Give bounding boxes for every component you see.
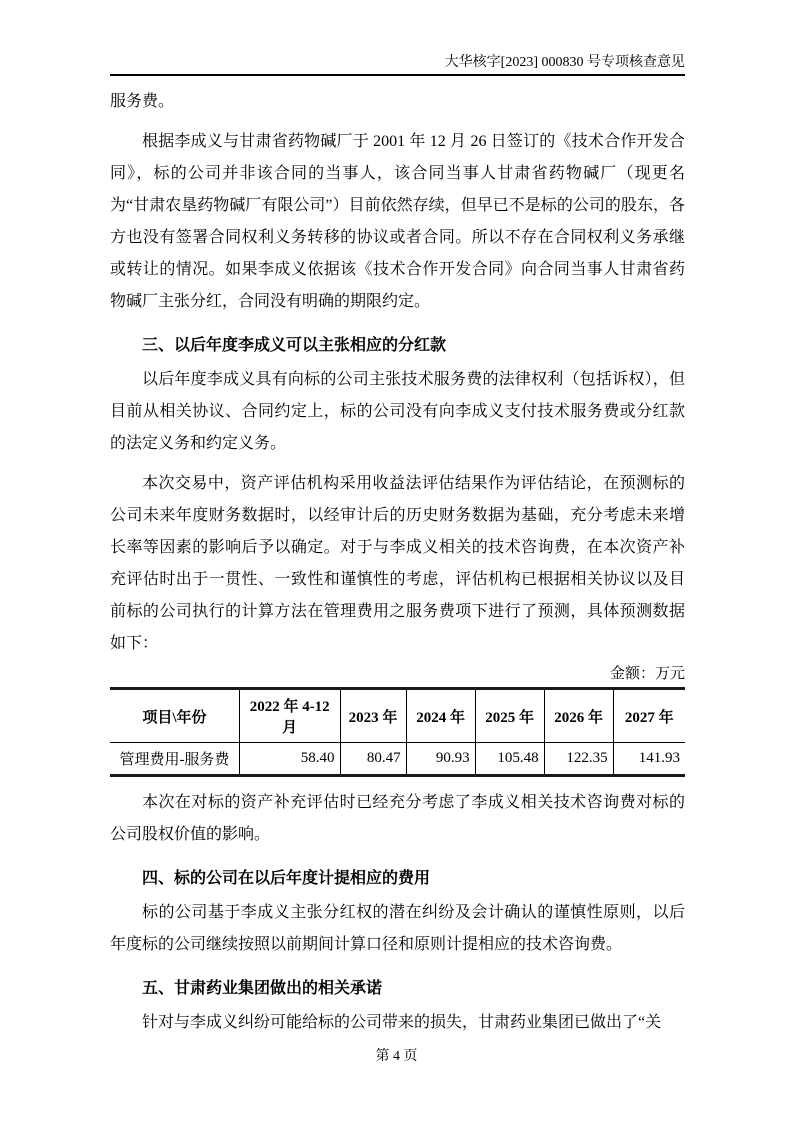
table-cell-2024: 90.93 xyxy=(406,743,475,776)
section-heading-4: 四、标的公司在以后年度计提相应的费用 xyxy=(142,870,431,887)
table-header-row xyxy=(110,689,685,743)
paragraph-section-3: 以后年度李成义具有向标的公司主张技术服务费的法律权利（包括诉权），但目前从相关协议、合同约定上，标的公司没有向李成义支付技术服务费或分红款的法定义务和约定义务。 xyxy=(110,371,685,452)
table-cell-2025: 105.48 xyxy=(475,743,544,776)
forecast-table xyxy=(110,687,685,777)
paragraph-section-4: 标的公司基于李成义主张分红权的潜在纠纷及会计确认的谨慎性原则，以后年度标的公司继续按照以前期间计算口径和原则计提相应的技术咨询费。 xyxy=(110,904,685,953)
page-footer xyxy=(0,1048,793,1066)
table-header-2026: 2026 年 xyxy=(544,689,613,743)
table-header-2025: 2025 年 xyxy=(475,689,544,743)
table-row xyxy=(110,743,685,776)
section-heading-5: 五、甘肃药业集团做出的相关承诺 xyxy=(142,980,383,997)
paragraph-carryover: 服务费。 xyxy=(110,93,175,110)
table-header-2027: 2027 年 xyxy=(613,689,685,743)
table-header-2024: 2024 年 xyxy=(406,689,475,743)
table-header-item-year: 项目\年份 xyxy=(110,689,239,743)
paragraph-valuation: 本次交易中，资产评估机构采用收益法评估结果作为评估结论，在预测标的公司未来年度财务数据时，以经审计后的历史财务数据为基础，充分考虑未来增长率等因素的影响后予以确定。对于与李成义相关的技术咨询费，在本次资产补充评估时出于一贯性、一致性和谨慎性的考虑，评估机构已根据相关协议以及目前标的公司执行的计算方法在管理费用之服务费项下进行了预测，具体预测数据如下： xyxy=(110,475,685,652)
table-cell-row-label: 管理费用-服务费 xyxy=(119,752,230,768)
page-number: 第 4 页 xyxy=(375,1049,418,1064)
doc-number: 大华核字[2023] 000830 号专项核查意见 xyxy=(444,55,685,70)
paragraph-contract: 根据李成义与甘肃省药物碱厂于 2001 年 12 月 26 日签订的《技术合作开发合同》，标的公司并非该合同的当事人，该合同当事人甘肃省药物碱厂（现更名为“甘肃农垦药物碱厂有限公司”）目前依然存续，但早已不是标的公司的股东，各方也没有签署合同权利义务转移的协议或者合同。所以不存在合同权利义务承继或转让的情况。如果李成义依据该《技术合作开发合同》向合同当事人甘肃省药物碱厂主张分红，合同没有明确的期限约定。 xyxy=(110,133,685,310)
table-cell-2022: 58.40 xyxy=(239,743,340,776)
table-header-2022: 2022 年 4-12 月 xyxy=(239,689,340,743)
page-header xyxy=(110,54,685,76)
table-header-2023: 2023 年 xyxy=(340,689,406,743)
table-cell-2027: 141.93 xyxy=(613,743,685,776)
section-heading-3: 三、以后年度李成义可以主张相应的分红款 xyxy=(142,337,447,354)
amount-unit-label: 金额：万元 xyxy=(609,666,685,682)
paragraph-conclusion: 本次在对标的资产补充评估时已经充分考虑了李成义相关技术咨询费对标的公司股权价值的影响。 xyxy=(110,794,685,843)
table-cell-2023: 80.47 xyxy=(340,743,406,776)
paragraph-section-5: 针对与李成义纠纷可能给标的公司带来的损失，甘肃药业集团已做出了“关 xyxy=(142,1014,662,1031)
table-cell-2026: 122.35 xyxy=(544,743,613,776)
